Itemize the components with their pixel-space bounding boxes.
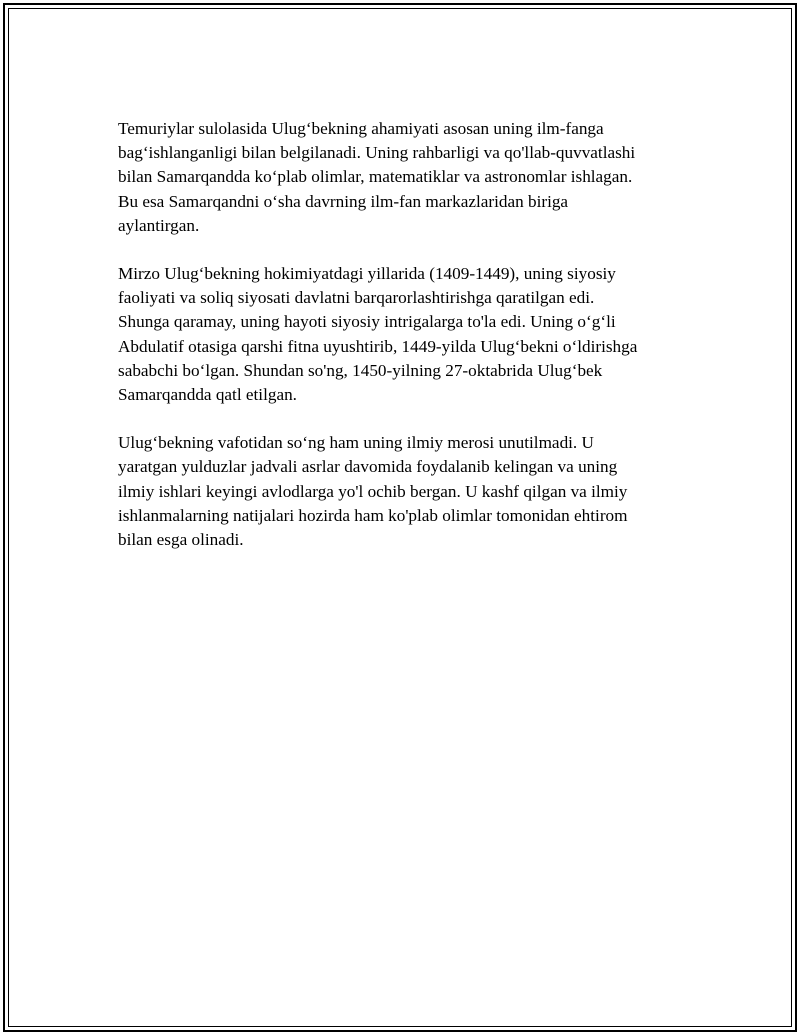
paragraph-1: Temuriylar sulolasida Ulug‘bekning ahamiyati asosan uning ilm-fanga bag‘ishlanganligi bilan belgilanadi. Uning rahbarligi va qo'llab-quvvatlashi bilan Samarqandda ko‘plab olimlar, matematiklar va astronomlar ishlagan. Bu esa Samarqandni o‘sha davrning ilm-fan markazlaridan biriga aylantirgan.	[118, 119, 636, 235]
paragraph-3: Ulug‘bekning vafotidan so‘ng ham uning ilmiy merosi unutilmadi. U yaratgan yulduzlar jadvali asrlar davomida foydalanib kelingan va uning ilmiy ishlari keyingi avlodlarga yo'l ochib bergan. U kashf qilgan va ilmiy ishlanmalarning natijalari hozirda ham ko'plab olimlar tomonidan ehtirom bilan esga olinadi.	[118, 433, 628, 550]
document-body	[118, 117, 683, 576]
paragraph-2: Mirzo Ulug‘bekning hokimiyatdagi yillarida (1409-1449), uning siyosiy faoliyati va soliq siyosati davlatni barqarorlashtirishga qaratilgan edi. Shunga qaramay, uning hayoti siyosiy intrigalarga to'la edi. Uning o‘g‘li Abdulatif otasiga qarshi fitna uyushtirib, 1449-yilda Ulug‘bekni o‘ldirishga sababchi bo‘lgan. Shundan so'ng, 1450-yilning 27-oktabrida Ulug‘bek Samarqandda qatl etilgan.	[118, 264, 638, 405]
